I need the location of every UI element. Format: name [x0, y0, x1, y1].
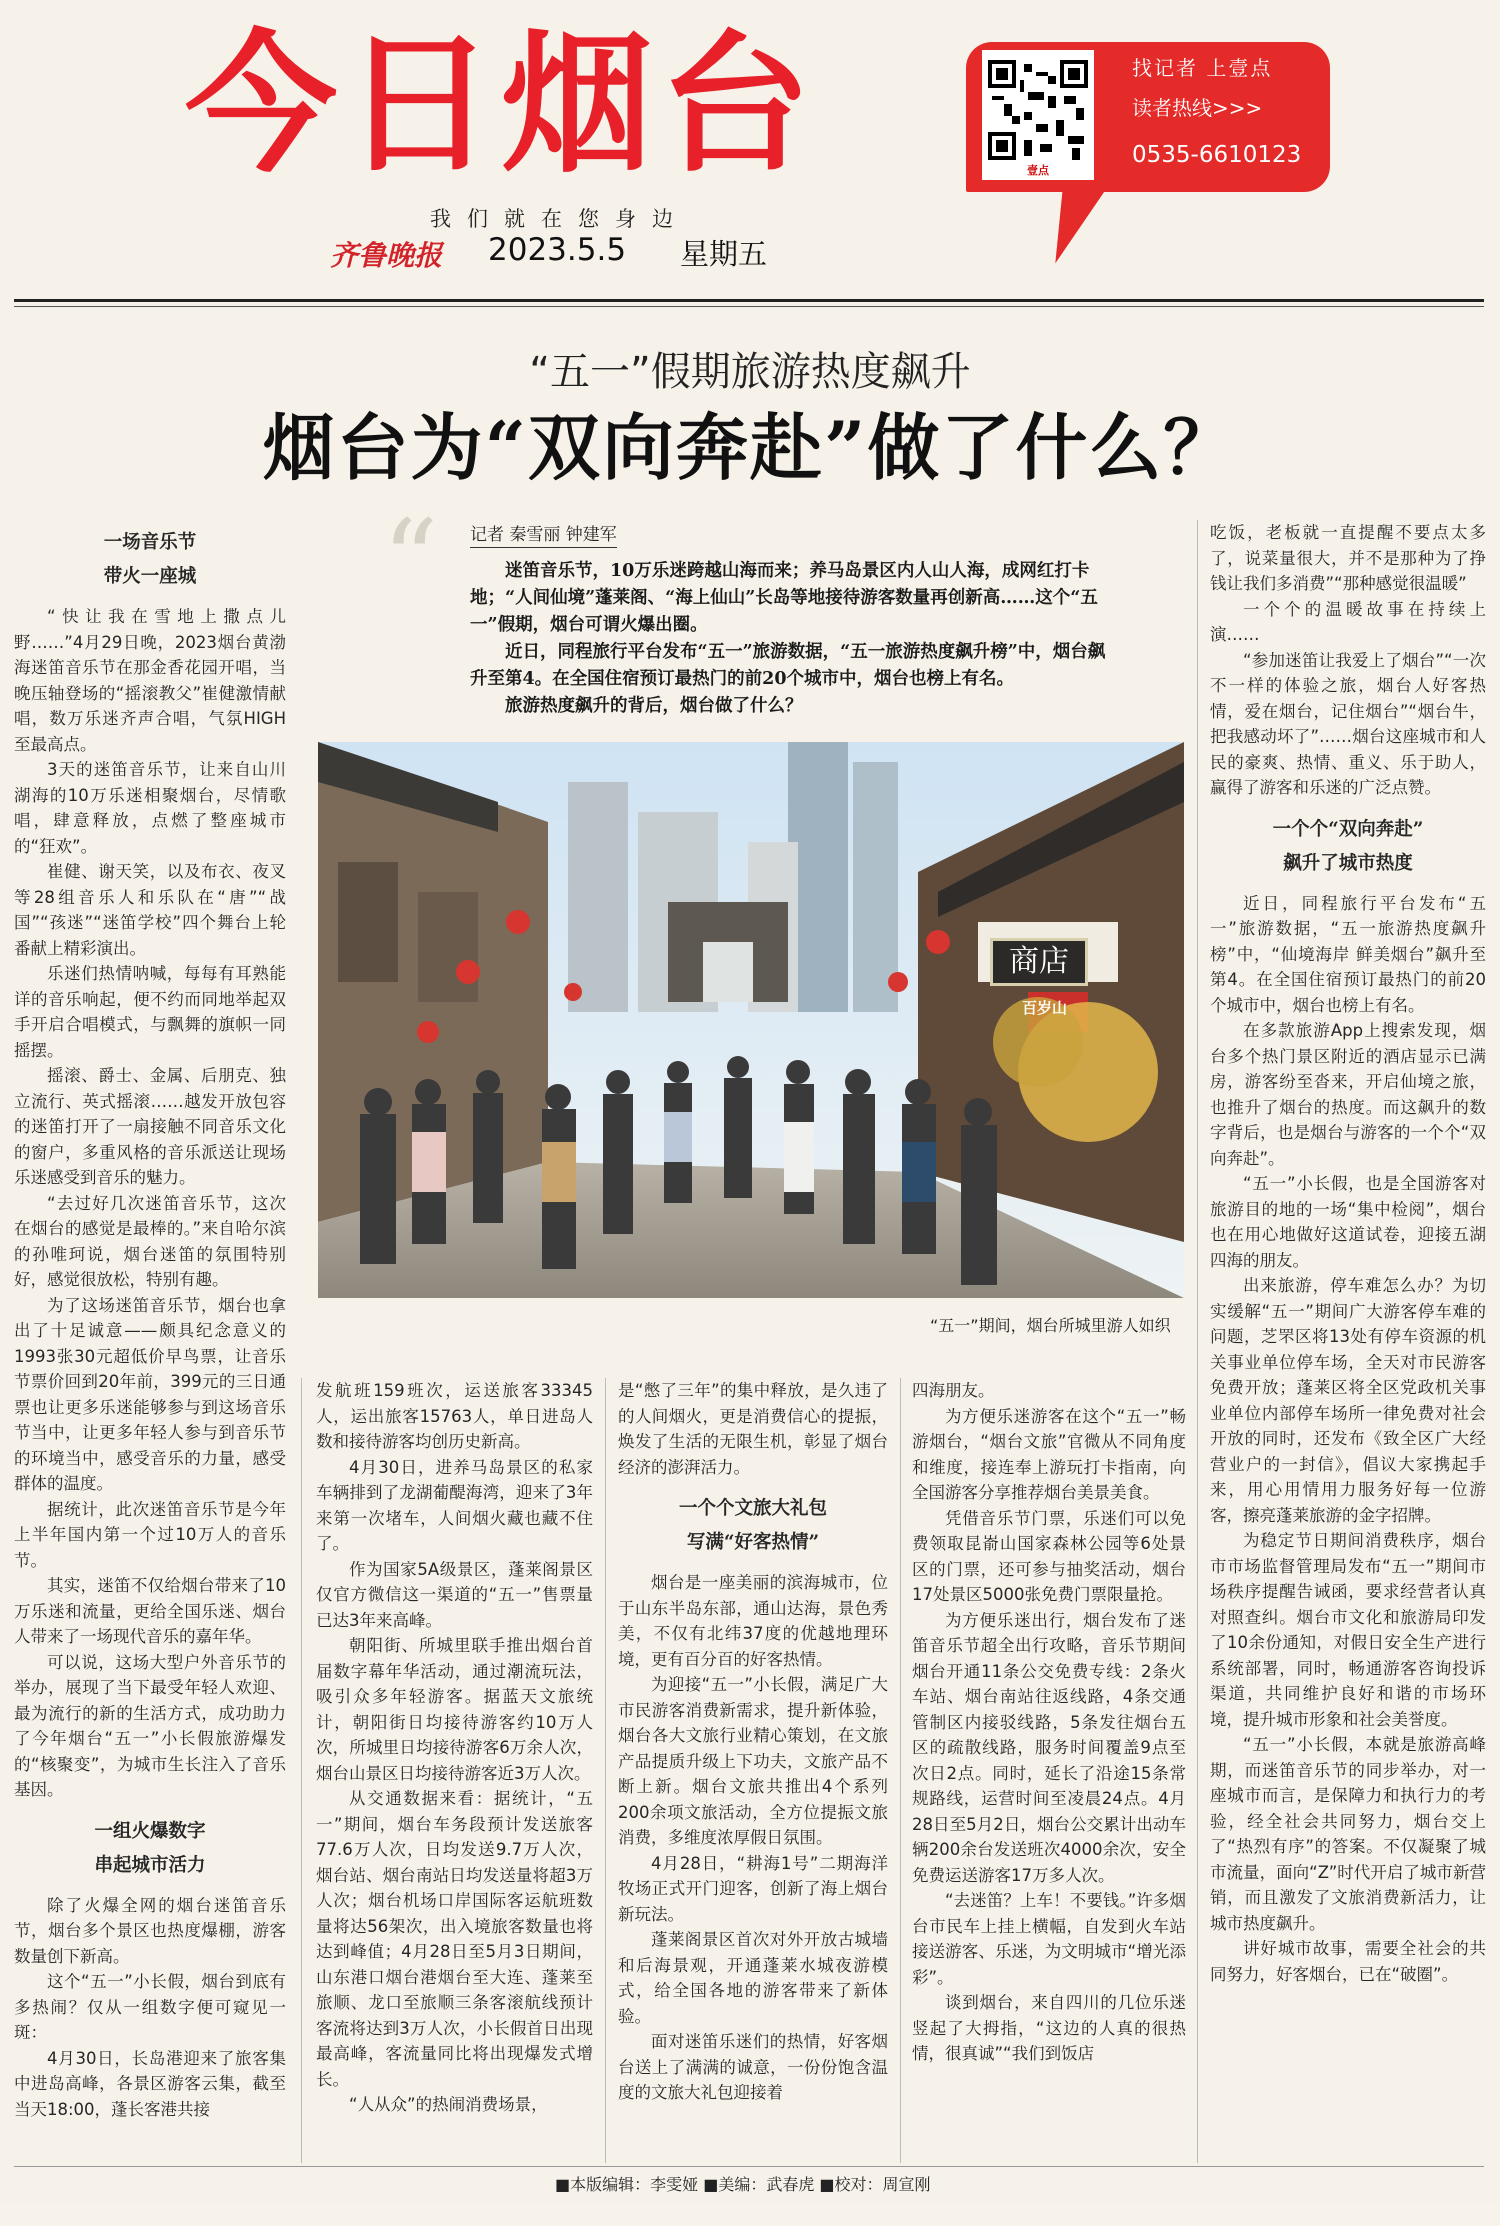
paragraph: 四海朋友。: [912, 1381, 995, 1400]
lead-paragraph: 旅游热度飙升的背后，烟台做了什么？: [505, 696, 803, 716]
paragraph: 4月30日，进养马岛景区的私家车辆排到了龙湖葡醍海湾，迎来了3年来第一次堵车，人间烟火藏也藏不住了。: [316, 1457, 593, 1553]
paragraph: 乐迷们热情呐喊，每每有耳熟能详的音乐响起，便不约而同地举起双手开启合唱模式，与飘舞的旗帜一同摇摆。: [14, 964, 286, 1060]
paragraph: “快让我在雪地上撒点儿野……”4月29日晚，2023烟台黄渤海迷笛音乐节在那金香花园开唱，当晚压轴登场的“摇滚教父”崔健激情献唱，数万乐迷齐声合唱，气氛HIGH至最高点。: [14, 607, 286, 754]
paragraph: 是“憋了三年”的集中释放，是久违了的人间烟火，更是消费信心的提振，焕发了生活的无限生机，彰显了烟台经济的澎湃活力。: [618, 1381, 888, 1477]
paragraph: 为方便乐迷出行，烟台发布了迷笛音乐节超全出行攻略，音乐节期间烟台开通11条公交免费专线：2条火车站、烟台南站往返线路，4条交通管制区内接驳线路，5条发往烟台五区的疏散线路，服务时间覆盖9点至次日2点。同时，延长了沿途15条常规路线，运营时间至凌晨24点。4月28日至5月2日，烟台公交累计出动车辆200余台发送班次4000余次，安全免费运送游客17万多人次。: [912, 1610, 1186, 1885]
article-column-1: [14, 526, 286, 2226]
column-divider: [900, 1378, 901, 2163]
masthead-title: 今日烟台: [185, 16, 817, 193]
hotline-label: 读者热线>>>: [1132, 96, 1263, 120]
masthead-slogan: 我们就在您身边: [430, 207, 689, 231]
paragraph: 面对迷笛乐迷们的热情，好客烟台送上了满满的诚意，一份份饱含温度的文旅大礼包迎接着: [618, 2032, 888, 2102]
kicker-headline: “五一”假期旅游热度飙升: [529, 349, 971, 395]
lead-paragraph: 近日，同程旅行平台发布“五一”旅游数据，“五一旅游热度飙升榜”中，烟台飙升至第4。在全国住宿预订最热门的前20个城市中，烟台也榜上有名。: [470, 642, 1106, 689]
paragraph: 摇滚、爵士、金属、后朋克、独立流行、英式摇滚……越发开放包容的迷笛打开了一扇接触不同音乐文化的窗户，多重风格的音乐派送让现场乐迷感受到音乐的魅力。: [14, 1066, 286, 1187]
section-subheading: 写满“好客热情”: [686, 1532, 820, 1553]
street-scene-image: [318, 742, 1184, 1298]
paragraph: 这个“五一”小长假，烟台到底有多热闹？仅从一组数字便可窥见一斑：: [14, 1972, 286, 2042]
section-subheading: 一个个文旅大礼包: [678, 1498, 827, 1519]
paragraph: 讲好城市故事，需要全社会的共同努力，好客烟台，已在“破圈”。: [1210, 1939, 1486, 1984]
section-subheading: 一个个“双向奔赴”: [1272, 818, 1424, 840]
section-subheading: 一组火爆数字: [94, 1820, 206, 1842]
paragraph: 烟台是一座美丽的滨海城市，位于山东半岛东部，通山达海，景色秀美，不仅有北纬37度的优越地理环境，更有百分百的好客热情。: [618, 1573, 888, 1669]
section-subheading: 一场音乐节: [103, 532, 197, 553]
main-headline: 烟台为“双向奔赴”做了什么？: [262, 405, 1238, 490]
hotline-number[interactable]: 0535-6610123: [1132, 142, 1302, 168]
paragraph: 据统计，此次迷笛音乐节是今年上半年国内第一个过10万人的音乐节。: [14, 1499, 286, 1570]
qr-brand-label: 壹点: [1027, 164, 1049, 177]
paragraph: 4月28日，“耕海1号”二期海洋牧场正式开门迎客，创新了海上烟台新玩法。: [618, 1853, 888, 1924]
paragraph: 3天的迷笛音乐节，让来自山川湖海的10万乐迷相聚烟台，尽情歌唱，肆意释放，点燃了整座城市的“狂欢”。: [14, 760, 286, 856]
article-column-4: [912, 1378, 1186, 2168]
paragraph: 可以说，这场大型户外音乐节的举办，展现了当下最受年轻人欢迎、最为流行的新的生活方式，成功助力了今年烟台“五一”小长假旅游爆发的“核聚变”，为城市生长注入了音乐基因。: [14, 1652, 286, 1799]
column-divider: [605, 1378, 606, 2163]
paragraph: 除了火爆全网的烟台迷笛音乐节，烟台多个景区也热度爆棚，游客数量创下新高。: [14, 1895, 286, 1966]
column-divider: [301, 1378, 302, 2163]
qr-code[interactable]: [982, 50, 1094, 180]
paragraph: 发航班159班次，运送旅客33345人，运出旅客15763人，单日进岛人数和接待游客均创历史新高。: [316, 1381, 593, 1451]
paragraph: 在多款旅游App上搜索发现，烟台多个热门景区附近的酒店显示已满房，游客纷至沓来，开启仙境之旅，也推升了烟台的热度。而这飙升的数字背后，也是烟台与游客的一个个“双向奔赴”。: [1210, 1021, 1486, 1168]
paragraph: “人从众”的热闹消费场景，: [349, 2095, 548, 2114]
footer-rule: [14, 2166, 1484, 2167]
paragraph: 崔健、谢天笑，以及布衣、夜叉等28组音乐人和乐队在“唐”“战国”“孩迷”“迷笛学校”四个舞台上轮番献上精彩演出。: [14, 862, 286, 958]
paper-logo: 齐鲁晚报: [330, 239, 443, 272]
article-column-3: [618, 1378, 888, 2168]
paragraph: 从交通数据来看：据统计，“五一”期间，烟台车务段预计发送旅客77.6万人次，日均发送9.7万人次，烟台站、烟台南站日均发送量将超3万人次；烟台机场口岸国际客运航班数量将达56架次，出入境旅客数量也将达到峰值；4月28日至5月3日期间，山东港口烟台港烟台至大连、蓬莱至旅顺、龙口至旅顺三条客滚航线预计客流将达到3万人次，小长假首日出现最高峰，客流量同比将出现爆发式增长。: [316, 1789, 593, 2089]
paragraph: 凭借音乐节门票，乐迷们可以免费领取昆嵛山国家森林公园等6处景区的门票，还可参与抽奖活动，烟台17处景区5000张免费门票限量抢。: [912, 1508, 1186, 1604]
lead-paragraph: 迷笛音乐节，10万乐迷跨越山海而来；养马岛景区内人山人海，成网红打卡地；“人间仙境”蓬莱阁、“海上仙山”长岛等地接待游客数量再创新高……这个“五一”假期，烟台可谓火爆出圈。: [470, 561, 1098, 635]
paragraph: 作为国家5A级景区，蓬莱阁景区仅官方微信这一渠道的“五一”售票量已达3年来高峰。: [316, 1559, 593, 1630]
paragraph: 为迎接“五一”小长假，满足广大市民游客消费新需求，提升新体验，烟台各大文旅行业精心策划，在文旅产品提质升级上下功夫，文旅产品不断上新。烟台文旅共推出4个系列200余项文旅活动，全方位提振文旅消费，多维度浓厚假日氛围。: [618, 1675, 888, 1847]
editor-credits: ■本版编辑：李雯娅 ■美编：武春虎 ■校对：周宣刚: [555, 2175, 931, 2194]
quote-mark-icon: “: [382, 496, 439, 624]
article-column-5: [1210, 520, 1486, 2220]
issue-date: 2023.5.5: [488, 232, 627, 268]
paragraph: 为稳定节日期间消费秩序，烟台市市场监督管理局发布“五一”期间市场秩序提醒告诫函，要求经营者认真对照查纠。烟台市文化和旅游局印发了10余份通知，对假日安全生产进行系统部署，同时，畅通游客咨询投诉渠道，共同维护良好和谐的市场环境，提升城市形象和社会美誉度。: [1210, 1531, 1486, 1729]
shop-sign: 商店: [990, 938, 1088, 986]
paragraph: 4月30日，长岛港迎来了旅客集中进岛高峰，各景区游客云集，截至当天18:00，蓬长客港共接: [14, 2048, 286, 2119]
paragraph: 出来旅游，停车难怎么办？为切实缓解“五一”期间广大游客停车难的问题，芝罘区将13处有停车资源的机关事业单位停车场，全天对市民游客免费开放；蓬莱区将全区党政机关事业单位内部停车场所一律免费对社会开放的同时，还发布《致全区广大经营业户的一封信》，倡议大家携起手来，用心用情用力服务好每一位游客，擦亮蓬莱旅游的金字招牌。: [1210, 1276, 1486, 1525]
paragraph: “去迷笛？上车！不要钱。”许多烟台市民车上挂上横幅，自发到火车站接送游客、乐迷，为文明城市“增光添彩”。: [912, 1891, 1186, 1987]
column-divider: [1197, 520, 1198, 2163]
reporter-call: 找记者 上壹点: [1132, 56, 1273, 80]
article-column-2: [316, 1378, 593, 2168]
paragraph: “去过好几次迷笛音乐节，这次在烟台的感觉是最棒的。”来自哈尔滨的孙唯珂说，烟台迷笛的氛围特别好，感觉很放松，特别有趣。: [14, 1193, 286, 1289]
lead-paragraphs: [470, 558, 1108, 720]
byline: 记者 秦雪丽 钟建军: [470, 520, 617, 548]
paragraph: 其实，迷笛不仅给烟台带来了10万乐迷和流量，更给全国乐迷、烟台人带来了一场现代音乐的嘉年华。: [14, 1576, 286, 1646]
issue-weekday: 星期五: [680, 237, 768, 271]
section-subheading: 带火一座城: [103, 566, 197, 587]
paragraph: “参加迷笛让我爱上了烟台”“一次不一样的体验之旅，烟台人好客热情，爱在烟台，记住烟台”“烟台牛，把我感动坏了”……烟台这座城市和人民的豪爽、热情、重义、乐于助人，赢得了游客和乐迷的广泛点赞。: [1210, 650, 1486, 797]
paragraph: 为方便乐迷游客在这个“五一”畅游烟台，“烟台文旅”官微从不同角度和维度，接连奉上游玩打卡指南，向全国游客分享推荐烟台美景美食。: [912, 1406, 1186, 1502]
paragraph: 蓬莱阁景区首次对外开放古城墙和后海景观，开通蓬莱水城夜游模式，给全国各地的游客带来了新体验。: [618, 1930, 888, 2026]
paragraph: 为了这场迷笛音乐节，烟台也拿出了十足诚意——颇具纪念意义的1993张30元超低价早鸟票，让音乐节票价回到20年前，399元的三日通票也让更多乐迷能够参与到这场音乐节当中，让更多年轻人参与到音乐节的环境当中，感受音乐的力量，感受群体的温度。: [14, 1295, 286, 1493]
photo-caption: “五一”期间，烟台所城里游人如织: [930, 1316, 1171, 1335]
paragraph: 吃饭，老板就一直提醒不要点太多了，说菜量很大，并不是那种为了挣钱让我们多消费”“那种感觉很温暖”: [1210, 523, 1486, 593]
paragraph: “五一”小长假，也是全国游客对旅游目的地的一场“集中检阅”，烟台也在用心地做好这道试卷，迎接五湖四海的朋友。: [1210, 1174, 1486, 1270]
masthead-rule-thin: [14, 306, 1484, 307]
paragraph: 一个个的温暖故事在持续上演……: [1210, 599, 1486, 644]
shop-sign-secondary: 百岁山: [1022, 999, 1068, 1017]
section-subheading: 飙升了城市热度: [1283, 852, 1413, 874]
paragraph: 谈到烟台，来自四川的几位乐迷竖起了大拇指，“这边的人真的很热情，很真诚”“我们到饭店: [912, 1993, 1186, 2063]
news-photo: [318, 742, 1184, 1298]
section-subheading: 串起城市活力: [94, 1854, 206, 1876]
paragraph: “五一”小长假，本就是旅游高峰期，而迷笛音乐节的同步举办，对一座城市而言，是保障力和执行力的考验，经全社会共同努力，烟台交上了“热烈有序”的答案。不仅凝聚了城市流量，面向“Z”时代开启了城市新营销，而且激发了文旅消费新活力，让城市热度飙升。: [1210, 1735, 1486, 1933]
qr-code-icon: [988, 60, 1088, 160]
paragraph: 近日，同程旅行平台发布“五一”旅游数据，“五一旅游热度飙升榜”中，“仙境海岸 鲜美烟台”飙升至第4。在全国住宿预订最热门的前20个城市中，烟台也榜上有名。: [1210, 893, 1486, 1015]
masthead-rule: [14, 299, 1484, 302]
paragraph: 朝阳街、所城里联手推出烟台首届数字幕年华活动，通过潮流玩法，吸引众多年轻游客。据蓝天文旅统计，朝阳街日均接待游客约10万人次，所城里日均接待游客6万余人次，烟台山景区日均接待游客近3万人次。: [316, 1636, 593, 1783]
